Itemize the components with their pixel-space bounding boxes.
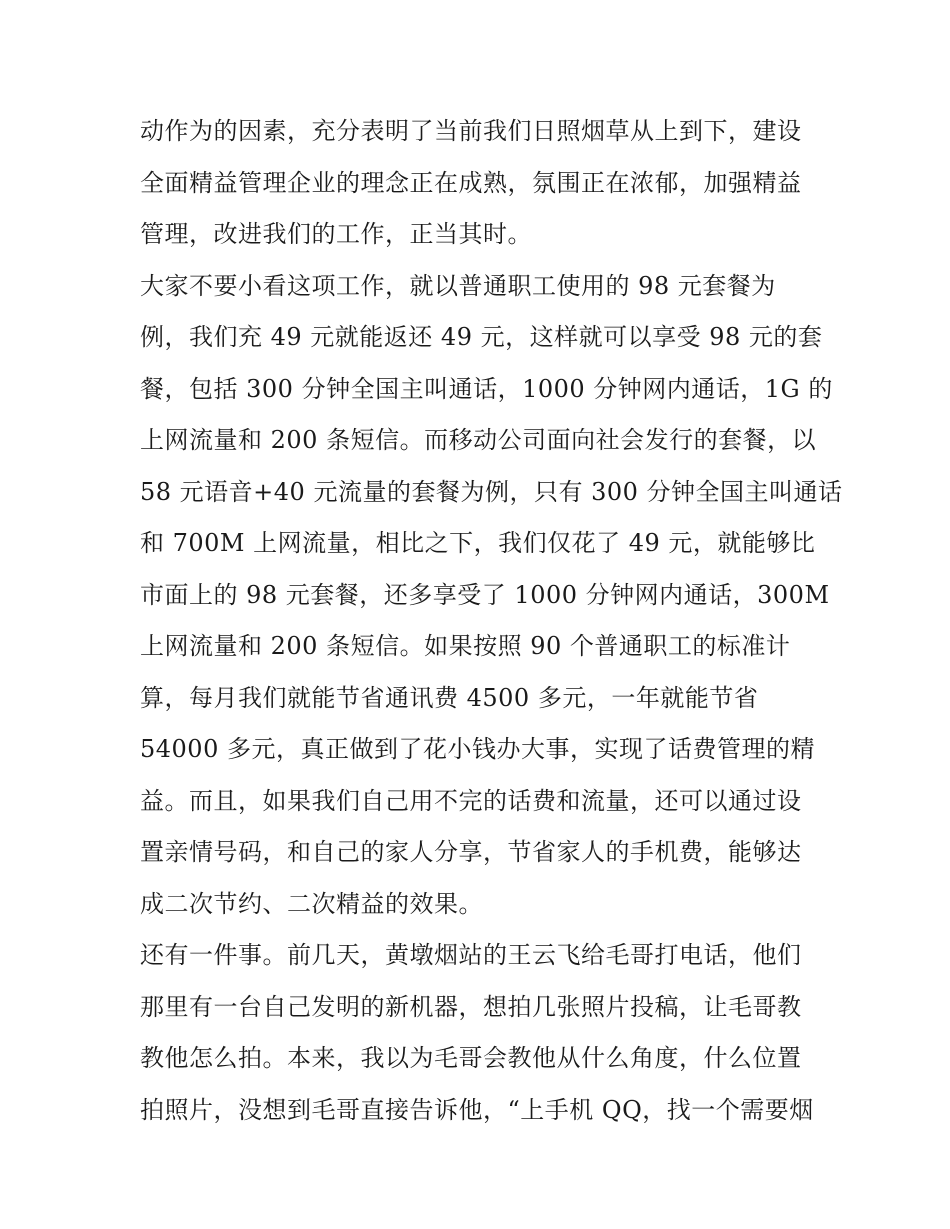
document-body bbox=[140, 106, 843, 1136]
text-line: 和 700M 上网流量，相比之下，我们仅花了 49 元，就能够比 bbox=[140, 529, 816, 557]
text-line: 拍照片，没想到毛哥直接告诉他，“上手机 QQ，找一个需要烟 bbox=[140, 1095, 814, 1124]
text-line: 动作为的因素，充分表明了当前我们日照烟草从上到下，建设 bbox=[140, 117, 802, 145]
text-line: 算，每月我们就能节省通讯费 4500 多元，一年就能节省 bbox=[140, 683, 759, 712]
text-line: 教他怎么拍。本来，我以为毛哥会教他从什么角度，什么位置 bbox=[140, 1044, 802, 1072]
text-line: 那里有一台自己发明的新机器，想拍几张照片投稿，让毛哥教 bbox=[140, 992, 802, 1021]
text-line: 餐，包括 300 分钟全国主叫通话，1000 分钟网内通话，1G 的 bbox=[140, 374, 833, 403]
text-line: 成二次节约、二次精益的效果。 bbox=[140, 889, 483, 918]
text-line: 全面精益管理企业的理念正在成熟，氛围正在浓郁，加强精益 bbox=[140, 168, 802, 197]
text-line: 还有一件事。前几天，黄墩烟站的王云飞给毛哥打电话，他们 bbox=[140, 941, 802, 969]
text-line: 大家不要小看这项工作，就以普通职工使用的 98 元套餐为 bbox=[140, 271, 776, 300]
text-line: 管理，改进我们的工作，正当其时。 bbox=[140, 220, 532, 248]
text-line: 54000 多元，真正做到了花小钱办大事，实现了话费管理的精 bbox=[140, 735, 815, 763]
text-line: 上网流量和 200 条短信。而移动公司面向社会发行的套餐，以 bbox=[140, 426, 817, 454]
text-line: 上网流量和 200 条短信。如果按照 90 个普通职工的标准计 bbox=[140, 632, 791, 660]
text-line: 58 元语音+40 元流量的套餐为例，只有 300 分钟全国主叫通话 bbox=[140, 477, 843, 506]
text-line: 例，我们充 49 元就能返还 49 元，这样就可以享受 98 元的套 bbox=[140, 323, 823, 351]
text-line: 置亲情号码，和自己的家人分享，节省家人的手机费，能够达 bbox=[140, 838, 802, 866]
text-line: 益。而且，如果我们自己用不完的话费和流量，还可以通过设 bbox=[140, 786, 802, 815]
text-line: 市面上的 98 元套餐，还多享受了 1000 分钟网内通话，300M bbox=[140, 580, 830, 609]
